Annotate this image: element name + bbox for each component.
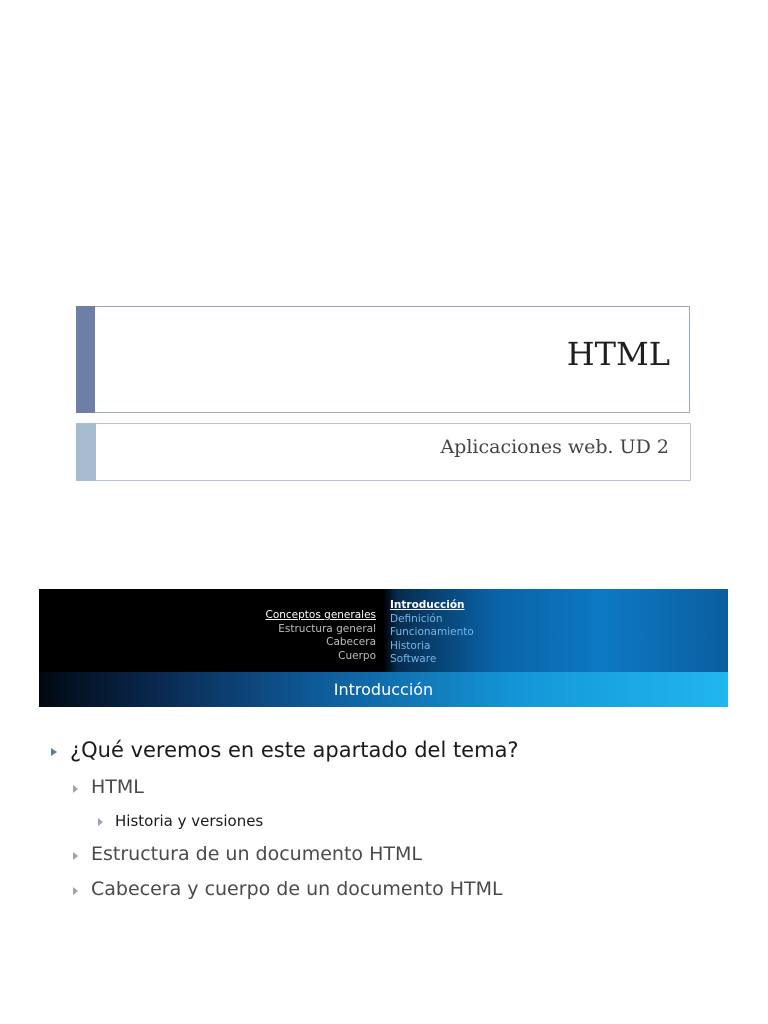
bullet-text: Historia y versiones: [115, 812, 264, 830]
nav-subsection-list: [390, 599, 474, 667]
subtitle-accent-bar: [76, 423, 96, 481]
nav-item-funcionamiento[interactable]: Funcionamiento: [390, 626, 474, 638]
bullet-html: [91, 776, 144, 798]
bullet-text: Estructura de un documento HTML: [91, 843, 422, 865]
nav-item-conceptos-generales[interactable]: Conceptos generales: [265, 609, 376, 621]
triangle-bullet-icon: [98, 818, 103, 826]
subtitle-box: [76, 423, 691, 481]
nav-item-historia[interactable]: Historia: [390, 639, 431, 652]
section-heading-bar: [39, 672, 728, 707]
triangle-bullet-icon: [73, 785, 78, 793]
slide-title: HTML: [566, 335, 670, 373]
section-title: Introducción: [333, 680, 434, 699]
triangle-bullet-icon: [73, 887, 78, 895]
nav-item-software[interactable]: Software: [390, 653, 437, 665]
nav-item-estructura-general[interactable]: Estructura general: [278, 622, 376, 635]
nav-item-introduccion[interactable]: Introducción: [390, 599, 465, 611]
nav-item-cabecera[interactable]: Cabecera: [326, 636, 376, 648]
slide-subtitle: Aplicaciones web. UD 2: [440, 436, 669, 458]
bullet-question: [70, 738, 519, 762]
triangle-bullet-icon: [73, 852, 78, 860]
bullet-estructura: [91, 843, 422, 865]
triangle-bullet-icon: [51, 748, 57, 756]
title-box: [76, 306, 690, 413]
nav-item-definicion[interactable]: Definición: [390, 612, 443, 625]
bullet-text: HTML: [91, 776, 144, 798]
bullet-text: Cabecera y cuerpo de un documento HTML: [91, 878, 503, 900]
nav-section-list: [266, 609, 377, 663]
bullet-historia-versiones: [115, 812, 263, 830]
bullet-text: ¿Qué veremos en este apartado del tema?: [70, 738, 519, 762]
nav-item-cuerpo[interactable]: Cuerpo: [338, 649, 376, 662]
bullet-cabecera-cuerpo: [91, 878, 503, 900]
title-accent-bar: [76, 306, 95, 413]
nav-banner: [39, 589, 728, 672]
